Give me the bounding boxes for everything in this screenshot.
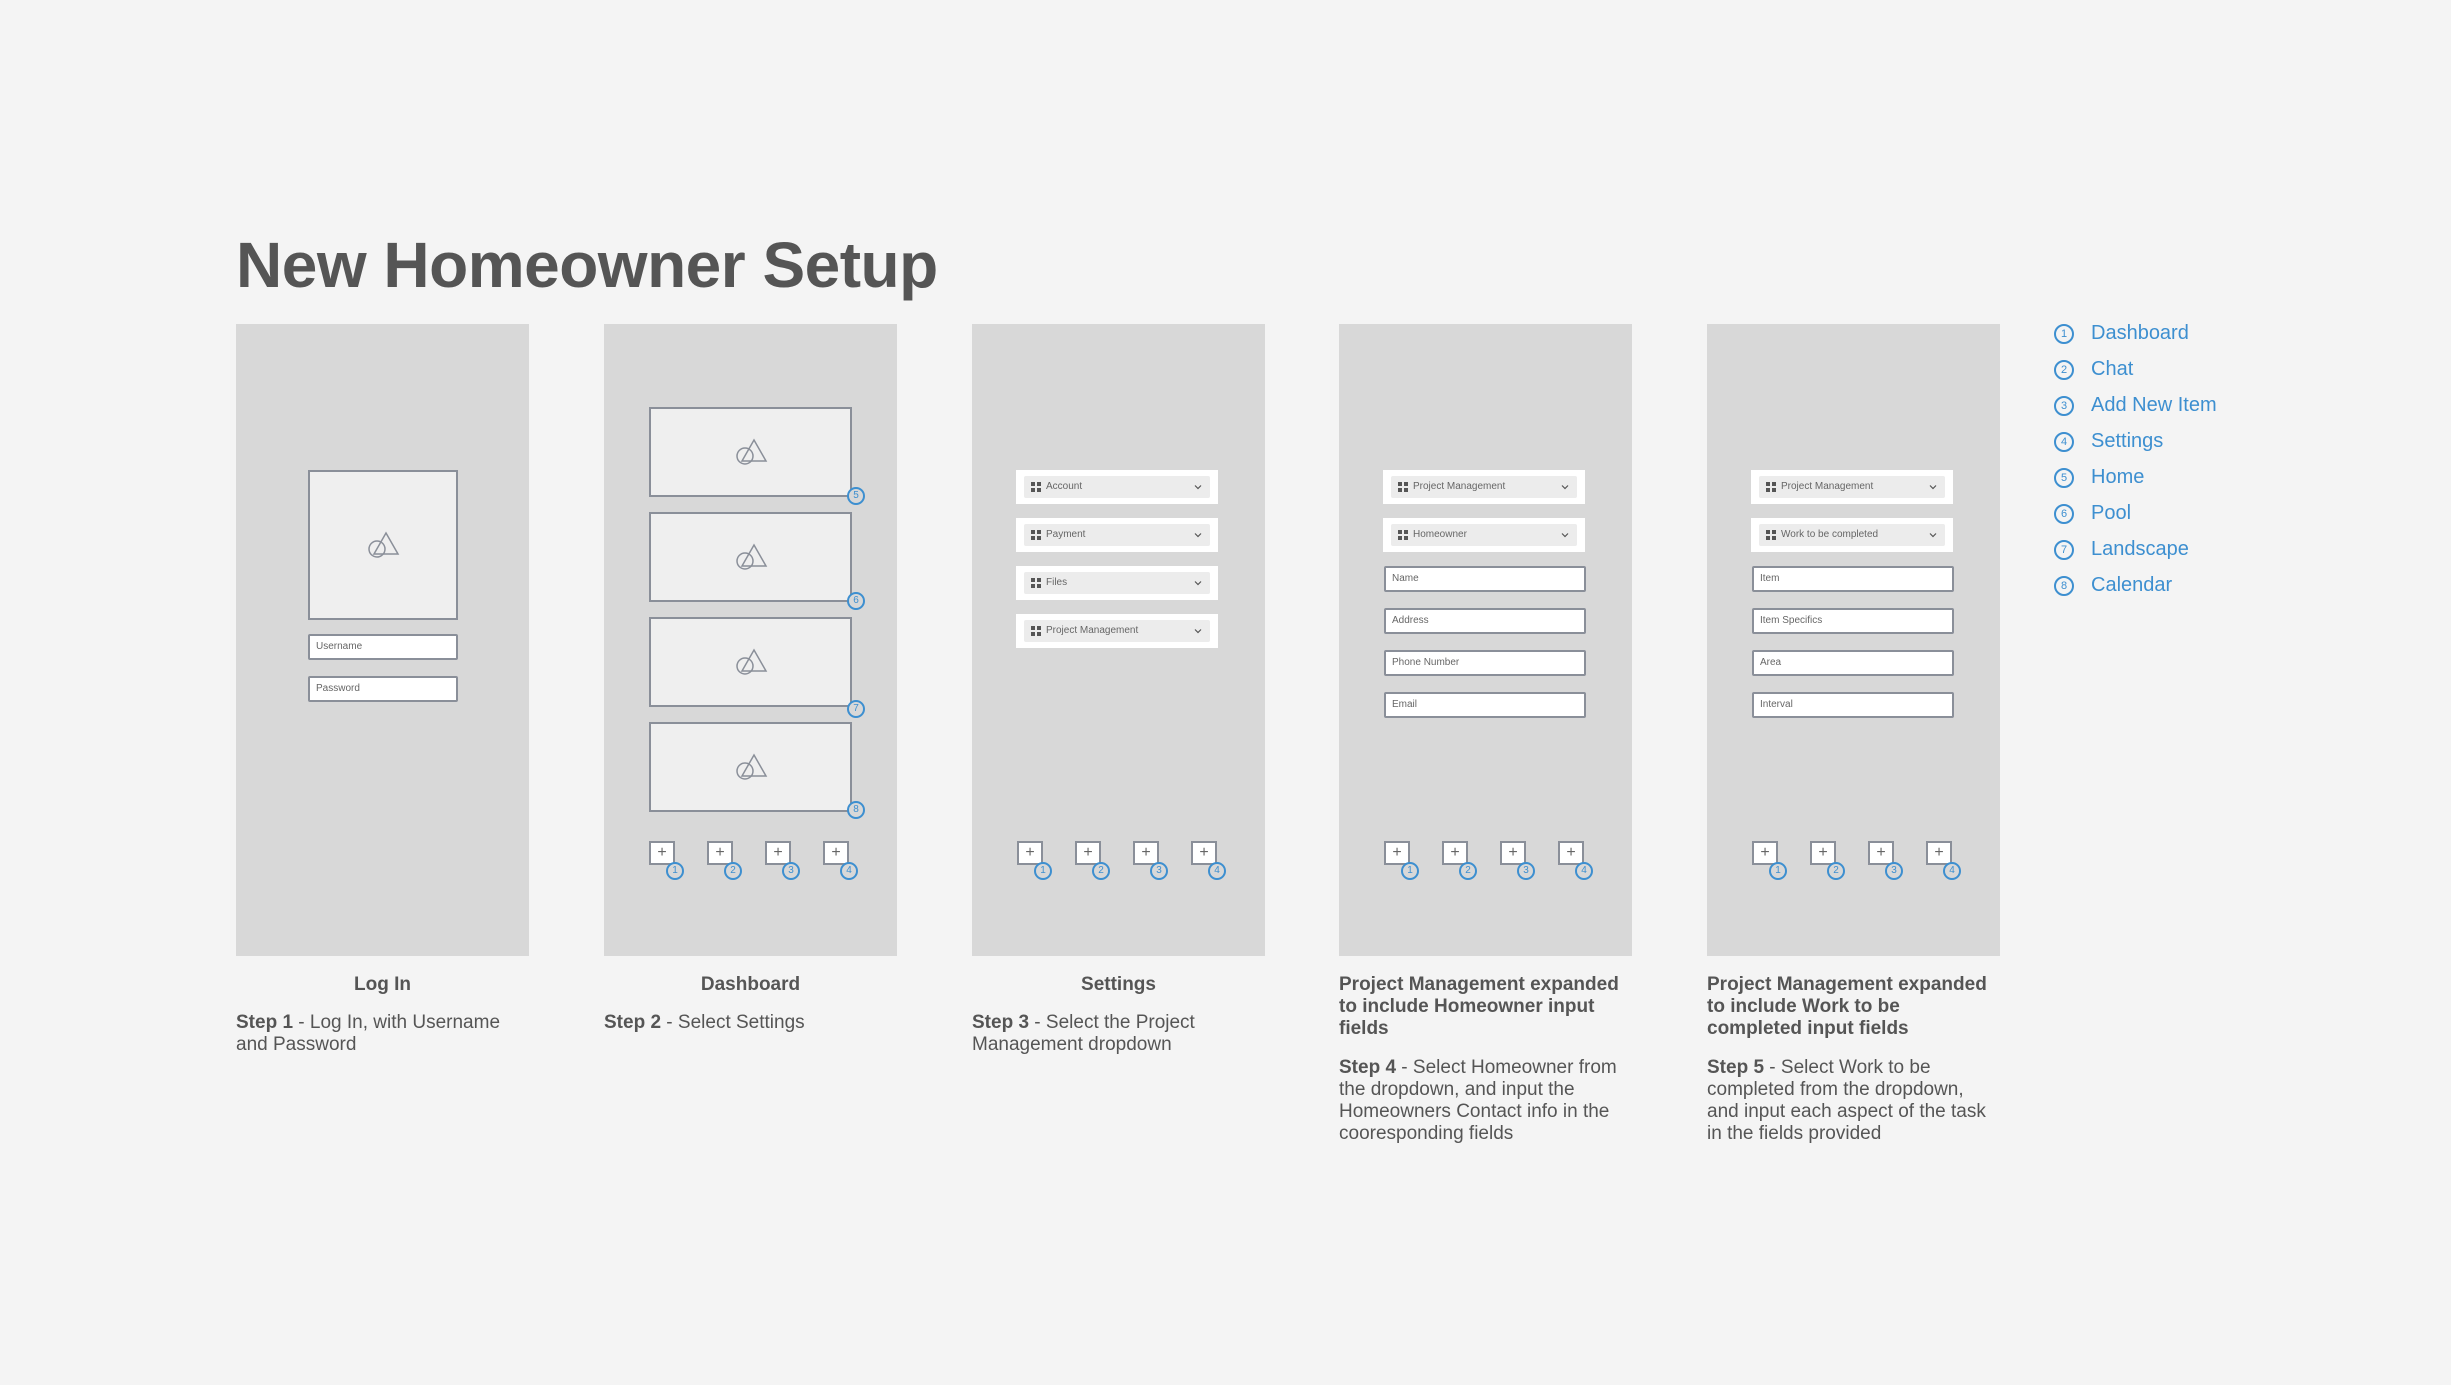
chevron-down-icon — [1929, 531, 1937, 539]
nav-badge-3: 3 — [1150, 862, 1168, 880]
caption-title-login: Log In — [354, 974, 411, 995]
legend-number: 6 — [2054, 504, 2074, 524]
nav-chat-button[interactable]: + — [1442, 841, 1468, 865]
step-text: - Log In, with Username and Password — [236, 1012, 501, 1055]
chevron-down-icon — [1194, 627, 1202, 635]
nav-settings-button[interactable]: + — [1926, 841, 1952, 865]
nav-dashboard-button[interactable]: + — [1017, 841, 1043, 865]
dropdown-text: Work to be completed — [1781, 529, 1879, 540]
interval-field[interactable]: Interval — [1752, 692, 1954, 718]
badge-6: 6 — [847, 592, 865, 610]
legend-label: Landscape — [2091, 538, 2189, 560]
username-field[interactable]: Username — [308, 634, 458, 660]
nav-badge-1: 1 — [1401, 862, 1419, 880]
caption-title-settings: Settings — [1081, 974, 1156, 995]
step-text: - Select Work to be completed from the dropdown, and input each aspect of the task in the fields provided — [1707, 1057, 1986, 1144]
grid-icon — [1398, 530, 1408, 540]
dashboard-card-landscape[interactable] — [649, 617, 852, 707]
dashboard-card-pool[interactable] — [649, 512, 852, 602]
step-label: Step 5 — [1707, 1057, 1765, 1078]
nav-badge-1: 1 — [1034, 862, 1052, 880]
dropdown-label — [1391, 524, 1577, 546]
caption-body-settings — [972, 1012, 1232, 1056]
caption-body-dashboard — [604, 1012, 897, 1034]
legend-number: 7 — [2054, 540, 2074, 560]
caption-body-homeowner — [1339, 1057, 1632, 1145]
nav-badge-3: 3 — [782, 862, 800, 880]
dropdown-text: Files — [1046, 577, 1068, 588]
address-field[interactable]: Address — [1384, 608, 1586, 634]
grid-icon — [1031, 626, 1041, 636]
dropdown-label — [1759, 476, 1945, 498]
step-label: Step 2 — [604, 1012, 662, 1033]
grid-icon — [1766, 530, 1776, 540]
logo-image-placeholder — [308, 470, 458, 620]
step-text: - Select Homeowner from the dropdown, and input the Homeowners Contact info in the cooresponding fields — [1339, 1057, 1617, 1144]
step-text: - Select Settings — [661, 1012, 805, 1033]
dropdown-label — [1759, 524, 1945, 546]
dropdown-label — [1024, 572, 1210, 594]
dropdown-project-management[interactable] — [1751, 470, 1953, 504]
legend-number: 2 — [2054, 360, 2074, 380]
legend-number: 1 — [2054, 324, 2074, 344]
phone-settings — [972, 324, 1265, 956]
password-field[interactable]: Password — [308, 676, 458, 702]
item-field[interactable]: Item — [1752, 566, 1954, 592]
grid-icon — [1031, 482, 1041, 492]
nav-badge-4: 4 — [1208, 862, 1226, 880]
dropdown-account[interactable] — [1016, 470, 1218, 504]
chevron-down-icon — [1194, 579, 1202, 587]
phone-number-field[interactable]: Phone Number — [1384, 650, 1586, 676]
phone-homeowner — [1339, 324, 1632, 956]
caption-title-work: Project Management expanded to include Work to be completed input fields — [1707, 974, 1987, 1039]
nav-dashboard-button[interactable]: + — [649, 841, 675, 865]
badge-8: 8 — [847, 801, 865, 819]
dropdown-work-to-be-completed[interactable] — [1751, 518, 1953, 552]
nav-badge-4: 4 — [840, 862, 858, 880]
dropdown-text: Account — [1046, 481, 1083, 492]
dashboard-card-home[interactable] — [649, 407, 852, 497]
phone-work — [1707, 324, 2000, 956]
chevron-down-icon — [1194, 531, 1202, 539]
step-label: Step 1 — [236, 1012, 294, 1033]
dashboard-card-calendar[interactable] — [649, 722, 852, 812]
caption-body-login — [236, 1012, 529, 1056]
chevron-down-icon — [1194, 483, 1202, 491]
legend-number: 5 — [2054, 468, 2074, 488]
dropdown-text: Payment — [1046, 529, 1086, 540]
nav-badge-2: 2 — [724, 862, 742, 880]
dropdown-text: Project Management — [1781, 481, 1874, 492]
nav-add-item-button[interactable]: + — [1133, 841, 1159, 865]
dropdown-label — [1391, 476, 1577, 498]
nav-add-item-button[interactable]: + — [1868, 841, 1894, 865]
page-title: New Homeowner Setup — [236, 229, 938, 301]
chevron-down-icon — [1561, 531, 1569, 539]
dropdown-files[interactable] — [1016, 566, 1218, 600]
legend-label: Calendar — [2091, 574, 2173, 596]
chevron-down-icon — [1929, 483, 1937, 491]
name-field[interactable]: Name — [1384, 566, 1586, 592]
grid-icon — [1766, 482, 1776, 492]
dropdown-label — [1024, 524, 1210, 546]
badge-5: 5 — [847, 487, 865, 505]
dropdown-label — [1024, 620, 1210, 642]
legend-label: Pool — [2091, 502, 2132, 524]
dropdown-label — [1024, 476, 1210, 498]
dropdown-payment[interactable] — [1016, 518, 1218, 552]
image-placeholder-icon — [734, 437, 768, 467]
dropdown-project-management[interactable] — [1016, 614, 1218, 648]
email-field[interactable]: Email — [1384, 692, 1586, 718]
grid-icon — [1031, 530, 1041, 540]
grid-icon — [1031, 578, 1041, 588]
image-placeholder-icon — [734, 647, 768, 677]
dropdown-project-management[interactable] — [1383, 470, 1585, 504]
nav-settings-button[interactable]: + — [1191, 841, 1217, 865]
dropdown-text: Project Management — [1046, 625, 1139, 636]
legend-number: 4 — [2054, 432, 2074, 452]
nav-dashboard-button[interactable]: + — [1752, 841, 1778, 865]
chevron-down-icon — [1561, 483, 1569, 491]
nav-chat-button[interactable]: + — [707, 841, 733, 865]
legend-label: Dashboard — [2091, 322, 2189, 344]
dropdown-text: Project Management — [1413, 481, 1506, 492]
nav-badge-1: 1 — [1769, 862, 1787, 880]
legend-label: Chat — [2091, 358, 2134, 380]
step-label: Step 3 — [972, 1012, 1030, 1033]
legend-label: Home — [2091, 466, 2145, 488]
nav-badge-4: 4 — [1575, 862, 1593, 880]
nav-badge-2: 2 — [1827, 862, 1845, 880]
nav-add-item-button[interactable]: + — [1500, 841, 1526, 865]
area-field[interactable]: Area — [1752, 650, 1954, 676]
caption-title-homeowner: Project Management expanded to include Homeowner input fields — [1339, 974, 1619, 1039]
image-placeholder-icon — [366, 530, 400, 560]
legend-number: 8 — [2054, 576, 2074, 596]
nav-chat-button[interactable]: + — [1075, 841, 1101, 865]
legend-label: Add New Item — [2091, 394, 2217, 416]
step-text: - Select the Project Management dropdown — [972, 1012, 1195, 1055]
nav-badge-3: 3 — [1885, 862, 1903, 880]
dropdown-text: Homeowner — [1413, 529, 1467, 540]
phone-login — [236, 324, 529, 956]
grid-icon — [1398, 482, 1408, 492]
nav-badge-2: 2 — [1092, 862, 1110, 880]
badge-7: 7 — [847, 700, 865, 718]
nav-badge-2: 2 — [1459, 862, 1477, 880]
nav-settings-button[interactable]: + — [1558, 841, 1584, 865]
nav-dashboard-button[interactable]: + — [1384, 841, 1410, 865]
caption-title-dashboard: Dashboard — [700, 974, 801, 995]
legend-label: Settings — [2091, 430, 2164, 452]
caption-body-work — [1707, 1057, 2000, 1145]
nav-chat-button[interactable]: + — [1810, 841, 1836, 865]
nav-badge-3: 3 — [1517, 862, 1535, 880]
nav-add-item-button[interactable]: + — [765, 841, 791, 865]
image-placeholder-icon — [734, 542, 768, 572]
item-specifics-field[interactable]: Item Specifics — [1752, 608, 1954, 634]
image-placeholder-icon — [734, 752, 768, 782]
nav-badge-1: 1 — [666, 862, 684, 880]
legend-number: 3 — [2054, 396, 2074, 416]
nav-settings-button[interactable]: + — [823, 841, 849, 865]
step-label: Step 4 — [1339, 1057, 1397, 1078]
phone-dashboard — [604, 324, 897, 956]
dropdown-homeowner[interactable] — [1383, 518, 1585, 552]
nav-badge-4: 4 — [1943, 862, 1961, 880]
